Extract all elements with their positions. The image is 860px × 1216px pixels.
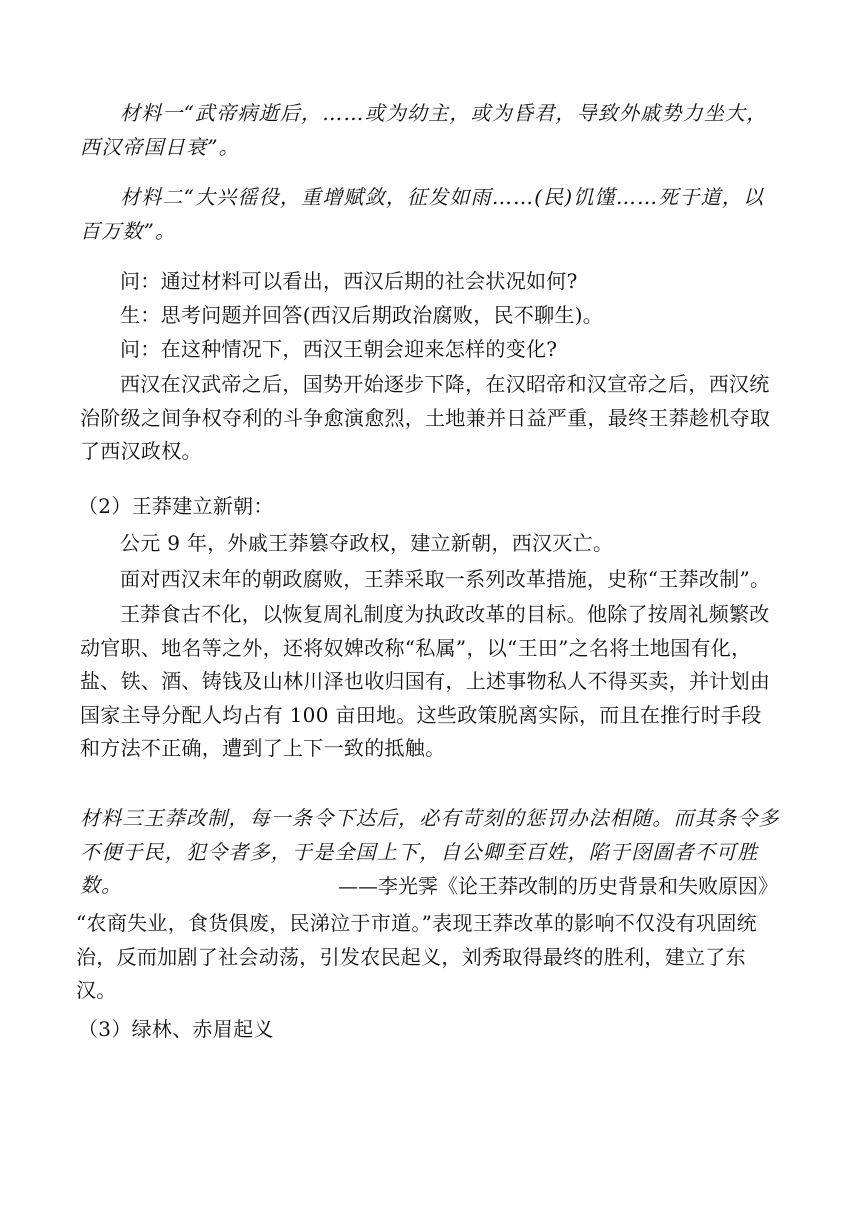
section-heading-3: （3）绿林、赤眉起义 [78, 1017, 274, 1041]
wang-mang-reform-detail: 王莽食古不化，以恢复周礼制度为执政改革的目标。他除了按周礼频繁改动官职、地名等之外，还将奴婢改称“私属”，以“王田”之名将土地国有化，盐、铁、酒、铸钱及山林川泽也收归国有，上述事物私人不得买卖，并计划由国家主导分配人均占有 100 亩田地。这些政策脱离实际，而且在推行时手段和方法不正确，遭到了上下一致的抵触。 [80, 602, 771, 760]
xin-dynasty-paragraph: 公元 9 年，外戚王莽篡夺政权，建立新朝，西汉灭亡。 [120, 531, 614, 555]
material-two: 材料二“大兴徭役，重增赋敛，征发如雨……(民)饥馑……死于道，以百万数”。 [80, 185, 765, 243]
question-two: 问：在这种情况下，西汉王朝会迎来怎样的变化? [120, 337, 558, 361]
section-heading-2: （2）王莽建立新朝： [78, 494, 274, 518]
reform-impact-paragraph: “农商失业，食货俱废，民涕泣于市道。”表现王莽改革的影响不仅没有巩固统治，反而加剧了社会动荡，引发农民起义，刘秀取得最终的胜利，建立了东汉。 [76, 911, 757, 1002]
student-answer: 生：思考问题并回答(西汉后期政治腐败，民不聊生)。 [120, 303, 604, 327]
citation: ——李光霁《论王莽改制的历史背景和失败原因》 [338, 874, 778, 898]
material-three: 材料三王莽改制，每一条令下达后，必有苛刻的惩罚办法相随。而其条令多不便于民，犯令者多，于是全国上下，自公卿至百姓，陷于囹圄者不可胜数。 [80, 806, 780, 897]
wang-mang-reform-intro: 面对西汉末年的朝政腐败，王莽采取一系列改革措施，史称“王莽改制”。 [120, 567, 771, 591]
material-one: 材料一“武帝病逝后，……或为幼主，或为昏君，导致外戚势力坐大，西汉帝国日衰”。 [80, 101, 768, 159]
question-one: 问：通过材料可以看出，西汉后期的社会状况如何? [120, 269, 578, 293]
western-han-decline-paragraph: 西汉在汉武帝之后，国势开始逐步下降，在汉昭帝和汉宣帝之后，西汉统治阶级之间争权夺利的斗争愈演愈烈，土地兼并日益严重，最终王莽趁机夺取了西汉政权。 [80, 372, 771, 463]
